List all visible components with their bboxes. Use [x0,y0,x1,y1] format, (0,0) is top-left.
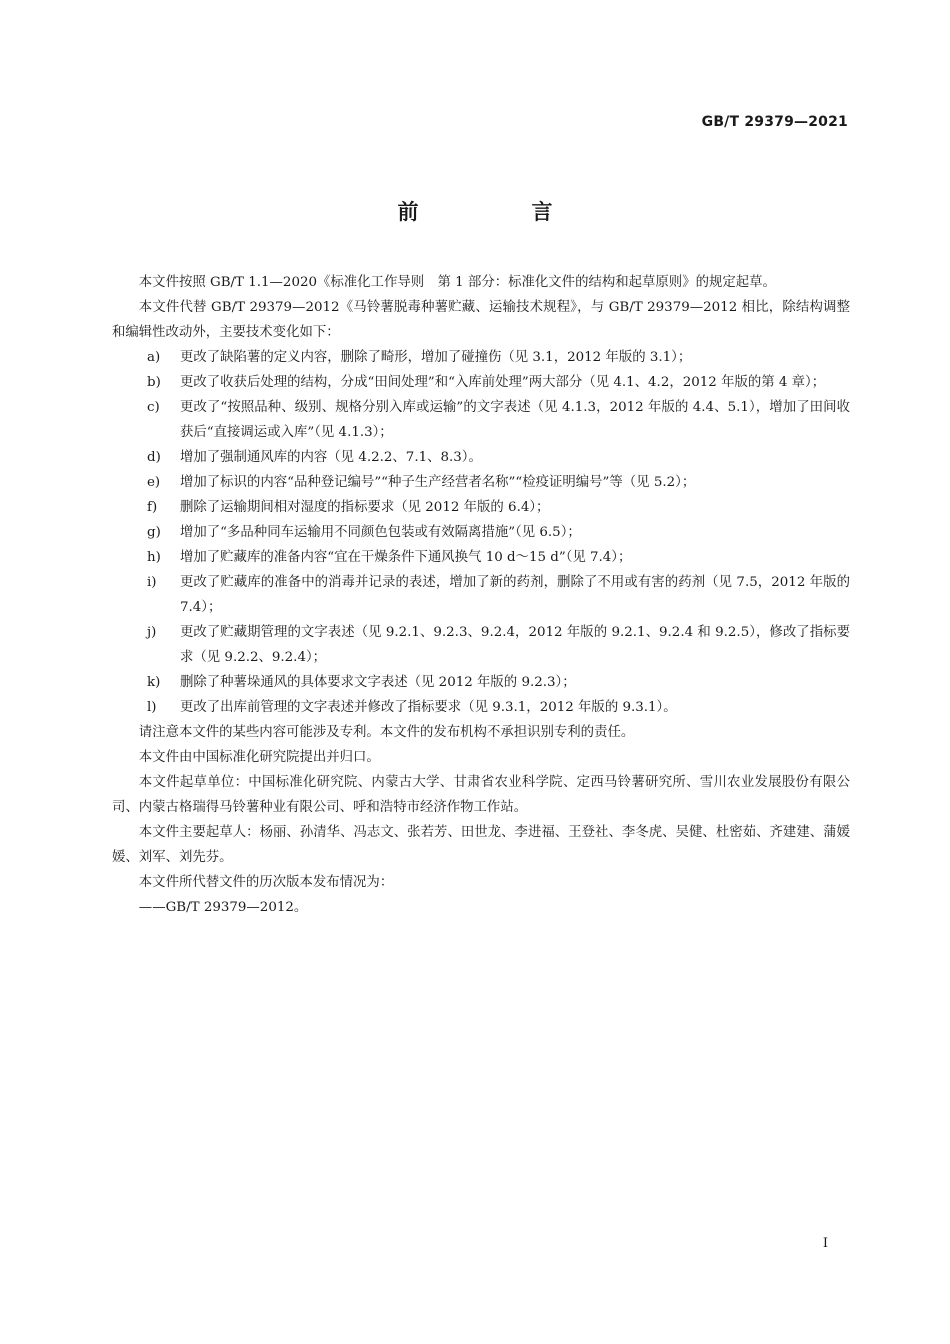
standard-number: GB/T 29379—2021 [701,114,848,130]
list-item [112,620,850,670]
list-marker: i) [147,575,157,590]
history-item: ——GB/T 29379—2012。 [138,900,308,915]
list-marker: j) [147,625,157,640]
list-item-text: 更改了收获后处理的结构，分成“田间处理”和“入库前处理”两大部分（见 4.1、4.2，2012 年版的第 4 章）； [180,375,826,390]
list-item [112,395,850,445]
list-item-text: 更改了缺陷薯的定义内容，删除了畸形，增加了碰撞伤（见 3.1，2012 年版的 3.1）； [180,350,692,365]
list-item-text: 更改了“按照品种、级别、规格分别入库或运输”的文字表述（见 4.1.3，2012 年版的 4.4、5.1），增加了田间收获后“直接调运或入库”（见 4.1.3）； [180,400,850,440]
list-item [112,370,850,395]
drafting-units-paragraph: 本文件起草单位：中国标准化研究院、内蒙古大学、甘肃省农业科学院、定西马铃薯研究所、雪川农业发展股份有限公司、内蒙古格瑞得马铃薯种业有限公司、呼和浩特市经济作物工作站。 [112,775,850,815]
patent-notice: 请注意本文件的某些内容可能涉及专利。本文件的发布机构不承担识别专利的责任。 [138,725,635,740]
list-item [112,495,850,520]
intro-paragraph-replacement: 本文件代替 GB/T 29379—2012《马铃薯脱毒种薯贮藏、运输技术规程》，与 GB/T 29379—2012 相比，除结构调整和编辑性改动外，主要技术变化如下： [112,300,850,340]
list-item-text: 更改了贮藏期管理的文字表述（见 9.2.1、9.2.3、9.2.4，2012 年版的 9.2.1、9.2.4 和 9.2.5），修改了指标要求（见 9.2.2、9.2.4）； [180,625,850,665]
list-item-text: 增加了“多品种同车运输用不同颜色包装或有效隔离措施”（见 6.5）； [180,525,581,540]
document-body [112,270,850,920]
list-item-text: 删除了运输期间相对湿度的指标要求（见 2012 年版的 6.4）； [180,500,550,515]
list-item [112,520,850,545]
list-item-text: 更改了出库前管理的文字表述并修改了指标要求（见 9.3.1，2012 年版的 9.3.1）。 [180,700,677,715]
drafters-paragraph: 本文件主要起草人：杨丽、孙清华、冯志文、张若芳、田世龙、李进福、王登社、李冬虎、吴健、杜密茹、齐建建、蒲媛媛、刘军、刘先芬。 [112,825,850,865]
list-item [112,445,850,470]
list-marker: c) [147,400,160,415]
list-item-text: 更改了贮藏库的准备中的消毒并记录的表述，增加了新的药剂，删除了不用或有害的药剂（见 7.5，2012 年版的 7.4）； [180,575,850,615]
list-item [112,545,850,570]
list-item [112,345,850,370]
list-marker: l) [147,700,157,715]
list-marker: a) [147,350,161,365]
list-marker: h) [147,550,161,565]
list-item [112,470,850,495]
list-marker: k) [147,675,161,690]
intro-paragraph-drafting-rules: 本文件按照 GB/T 1.1—2020《标准化工作导则 第 1 部分：标准化文件的结构和起草原则》的规定起草。 [138,275,776,290]
list-marker: b) [147,375,161,390]
list-marker: g) [147,525,161,540]
page-number: I [822,1236,828,1251]
list-item-text: 增加了标识的内容“品种登记编号”“种子生产经营者名称”“检疫证明编号”等（见 5.2）； [180,475,696,490]
list-marker: f) [147,500,158,515]
list-item [112,670,850,695]
list-item-text: 增加了贮藏库的准备内容“宜在干燥条件下通风换气 10 d～15 d”（见 7.4）； [180,550,632,565]
list-marker: e) [147,475,161,490]
list-marker: d) [147,450,161,465]
list-item [112,695,850,720]
proposer-paragraph: 本文件由中国标准化研究院提出并归口。 [138,750,380,765]
history-intro: 本文件所代替文件的历次版本发布情况为： [138,875,394,890]
list-item [112,570,850,620]
list-item-text: 增加了强制通风库的内容（见 4.2.2、7.1、8.3）。 [180,450,482,465]
list-item-text: 删除了种薯垛通风的具体要求文字表述（见 2012 年版的 9.2.3）； [180,675,576,690]
technical-changes-list [112,345,850,720]
page-title: 前 言 [397,200,599,224]
